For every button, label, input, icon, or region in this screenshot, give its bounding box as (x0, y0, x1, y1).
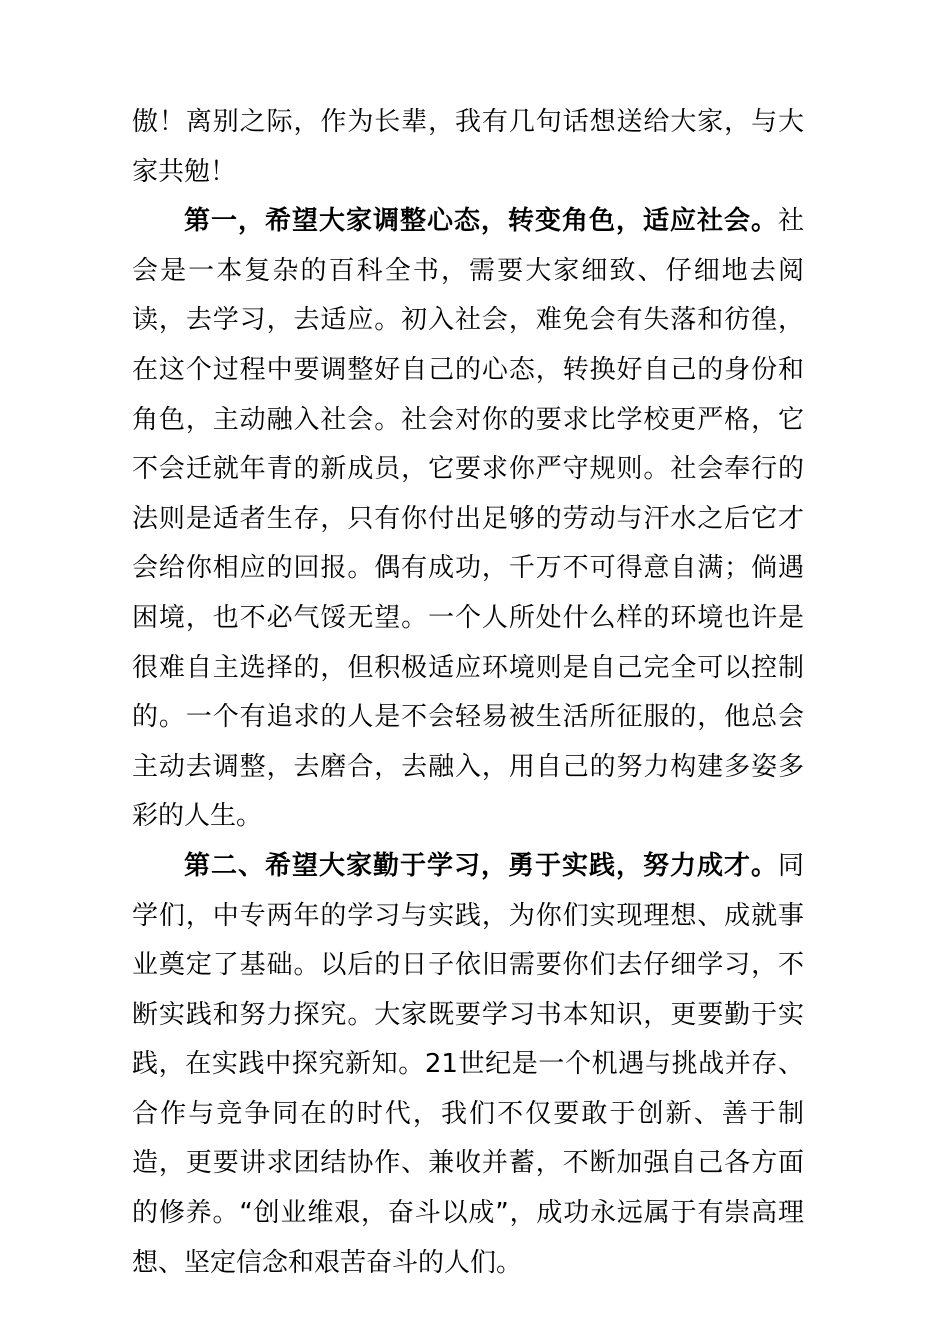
paragraph-opening: 傲！离别之际，作为长辈，我有几句话想送给大家，与大家共勉！ (132, 107, 804, 187)
document-body (132, 98, 804, 1288)
paragraph-second-point (132, 842, 804, 1288)
body-second-point: 同学们，中专两年的学习与实践，为你们实现理想、成就事业奠定了基础。以后的日子依旧需要你们去仔细学习，不断实践和努力探究。大家既要学习书本知识，更要勤于实践，在实践中探究新知。21世纪是一个机遇与挑战并存、合作与竞争同在的时代，我们不仅要敢于创新、善于制造，更要讲求团结协作、兼收并蓄，不断加强自己各方面的修养。“创业维艰，奋斗以成”，成功永远属于有崇高理想、坚定信念和艰苦奋斗的人们。 (132, 850, 804, 1278)
body-first-point: 社会是一本复杂的百科全书，需要大家细致、仔细地去阅读，去学习，去适应。初入社会，难免会有失落和彷徨，在这个过程中要调整好自己的心态，转换好自己的身份和角色，主动融入社会。社会对你的要求比学校更严格，它不会迁就年青的新成员，它要求你严守规则。社会奉行的法则是适者生存，只有你付出足够的劳动与汗水之后它才会给你相应的回报。偶有成功，千万不可得意自满；倘遇困境，也不必气馁无望。一个人所处什么样的环境也许是很难自主选择的，但积极适应环境则是自己完全可以控制的。一个有追求的人是不会轻易被生活所征服的，他总会主动去调整，去磨合，去融入，用自己的努力构建多姿多彩的人生。 (132, 206, 804, 832)
heading-second-point: 第二、希望大家勤于学习，勇于实践，努力成才。 (184, 850, 778, 881)
paragraph-first-point (132, 197, 804, 842)
heading-first-point: 第一，希望大家调整心态，转变角色，适应社会。 (184, 206, 778, 237)
